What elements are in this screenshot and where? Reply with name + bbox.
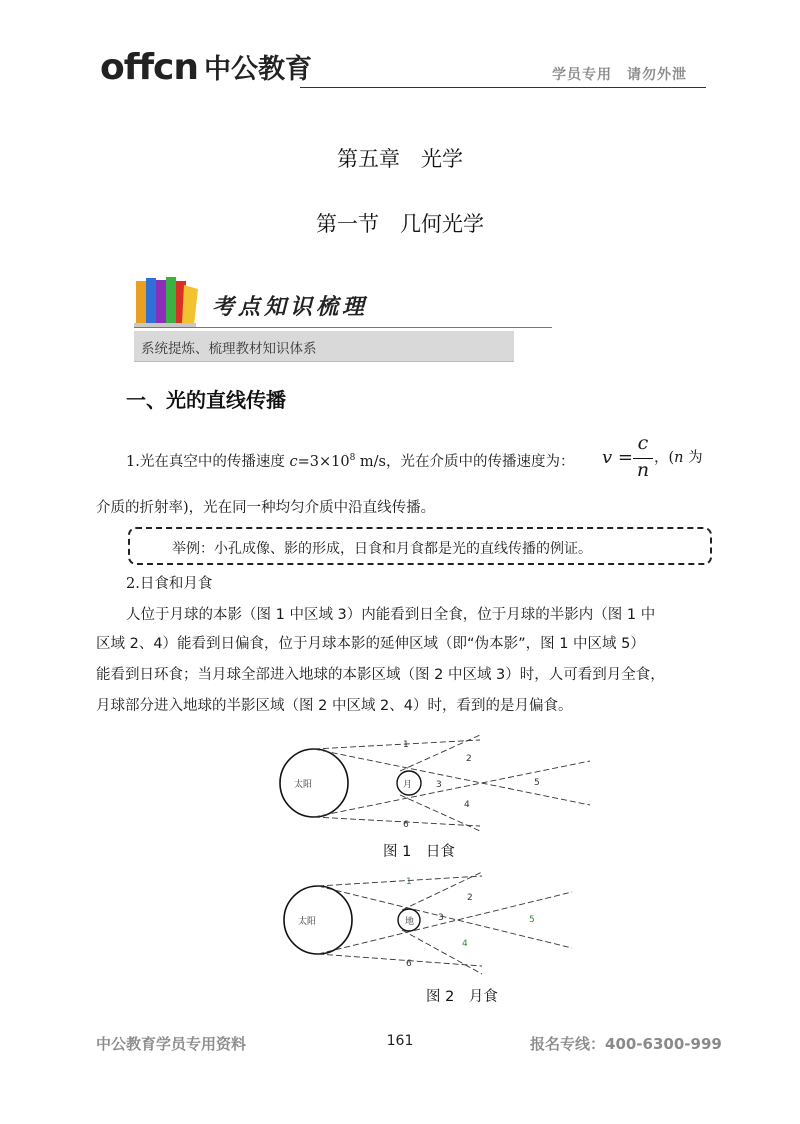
figure1-sun-label: 太阳 xyxy=(294,780,313,790)
figure2-earth-label: 地 xyxy=(405,917,415,927)
figure2-sun-label: 太阳 xyxy=(298,917,317,927)
footer-left-text: 中公教育学员专用资料 xyxy=(96,1035,247,1053)
banner-subtitle: 系统提炼、梳理教材知识体系 xyxy=(141,341,317,357)
banner-title: 考点知识梳理 xyxy=(212,294,369,320)
logo-brand-name: 中公教育 xyxy=(204,54,312,85)
var-n: n xyxy=(674,450,684,466)
figure2-region-2: 2 xyxy=(467,893,473,903)
figure1-region-4: 4 xyxy=(464,800,470,810)
para2-line1: 人位于月球的本影（图 1 中区域 3）内能看到日全食，位于月球的半影内（图 1 中 xyxy=(126,607,656,623)
formula-denominator: n xyxy=(636,459,650,481)
n-suffix: 为 xyxy=(683,450,703,466)
figure1-caption: 图 1 日食 xyxy=(383,844,455,860)
sun-circle xyxy=(280,749,348,817)
figure2-region-3: 3 xyxy=(438,913,444,923)
books-icon xyxy=(134,275,200,327)
figure2-lunar-eclipse xyxy=(282,870,582,980)
para1-line1 xyxy=(126,448,574,472)
figure2-caption: 图 2 月食 xyxy=(426,989,498,1005)
para2-line3: 能看到日环食；当月球全部进入地球的本影区域（图 2 中区域 3）时，人可看到月全食， xyxy=(96,667,665,683)
section-title: 第一节 几何光学 xyxy=(316,212,484,236)
formula-v: v = xyxy=(602,447,633,468)
figure1-moon-label: 月 xyxy=(403,780,413,790)
header-rule xyxy=(300,87,706,88)
figure2-region-6: 6 xyxy=(406,959,412,969)
figure1-solar-eclipse xyxy=(270,735,600,835)
para1-line2: 介质的折射率)，光在同一种均匀介质中沿直线传播。 xyxy=(96,500,436,516)
example-text: 举例：小孔成像、影的形成，日食和月食都是光的直线传播的例证。 xyxy=(172,541,592,557)
after-formula-text: ，( xyxy=(654,450,675,466)
speed-unit: m/s，光在介质中的传播速度为： xyxy=(355,454,575,470)
sun-circle xyxy=(284,886,352,954)
page-number: 161 xyxy=(386,1033,414,1049)
var-c: c xyxy=(289,454,298,470)
footer-hotline: 报名专线：400-6300-999 xyxy=(530,1035,722,1053)
heading-light-propagation: 一、光的直线传播 xyxy=(126,388,286,412)
para1-text-a: 1.光在真空中的传播速度 xyxy=(126,454,290,470)
figure1-region-5: 5 xyxy=(534,778,540,788)
figure1-region-1: 1 xyxy=(403,740,409,750)
figure1-region-6: 6 xyxy=(403,820,409,830)
figure1-region-3: 3 xyxy=(436,780,442,790)
banner-rule xyxy=(134,327,552,328)
figure1-region-2: 2 xyxy=(466,754,472,764)
figure2-region-4: 4 xyxy=(462,939,468,949)
item2-title: 2.日食和月食 xyxy=(126,576,213,592)
figure2-region-5: 5 xyxy=(529,915,535,925)
chapter-title: 第五章 光学 xyxy=(337,147,463,171)
para2-line4: 月球部分进入地球的半影区域（图 2 中区域 2、4）时，看到的是月偏食。 xyxy=(96,698,573,714)
header-notice: 学员专用 请勿外泄 xyxy=(552,67,687,83)
para1-after-formula xyxy=(654,448,703,468)
speed-value: =3×10 xyxy=(297,454,350,470)
formula-numerator: c xyxy=(637,432,649,454)
speed-exponent: 8 xyxy=(349,453,356,463)
logo-offcn: offcn xyxy=(100,47,199,88)
para2-line2: 区域 2、4）能看到日偏食，位于月球本影的延伸区域（即“伪本影”，图 1 中区域 5） xyxy=(96,636,645,652)
figure2-region-1: 1 xyxy=(406,877,412,887)
